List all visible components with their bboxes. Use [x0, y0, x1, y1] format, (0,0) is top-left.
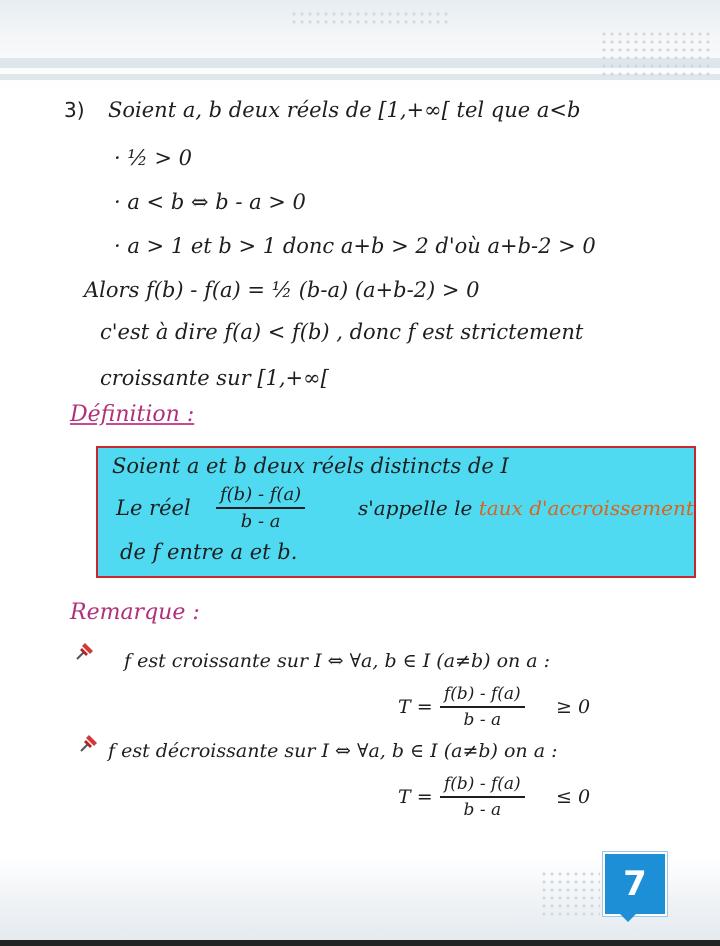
- bottom-edge: [0, 940, 720, 946]
- definition-line-2-suffix: [358, 496, 694, 520]
- pushpin-icon: [74, 640, 96, 662]
- bullet-2: · a < b ⇔ b - a > 0: [114, 190, 306, 214]
- remarque-item-2: f est décroissante sur I ⇔ ∀a, b ∈ I (a≠b) on a :: [108, 740, 558, 762]
- dot-pattern: [540, 870, 600, 920]
- bullet-1: · ½ > 0: [114, 146, 193, 170]
- pushpin-icon: [78, 732, 100, 754]
- formula-2-prefix: T =: [398, 786, 433, 808]
- part3-intro: Soient a, b deux réels de [1,+∞[ tel que a<b: [108, 98, 581, 122]
- definition-line-2-prefix: Le réel: [116, 496, 191, 520]
- definition-line-1: Soient a et b deux réels distincts de I: [112, 454, 509, 478]
- formula-2-suffix: ≤ 0: [556, 786, 591, 808]
- formula-1-denominator: b - a: [463, 710, 502, 730]
- formula-1-suffix: ≥ 0: [556, 696, 591, 718]
- formula-1-numerator: f(b) - f(a): [440, 684, 525, 708]
- formula-2-numerator: f(b) - f(a): [440, 774, 525, 798]
- definition-title: Définition :: [70, 402, 195, 427]
- formula-2-denominator: b - a: [463, 800, 502, 820]
- alors-line: Alors f(b) - f(a) = ½ (b-a) (a+b-2) > 0: [84, 278, 480, 302]
- definition-line-3: de f entre a et b.: [120, 540, 298, 564]
- part-number: 3): [64, 98, 85, 122]
- remarque-item-1: f est croissante sur I ⇔ ∀a, b ∈ I (a≠b) on a :: [124, 650, 551, 672]
- formula-2-fraction: [440, 774, 525, 820]
- definition-fraction: [216, 484, 305, 532]
- conclusion-line-1: c'est à dire f(a) < f(b) , donc f est strictement: [100, 320, 584, 344]
- bullet-3: · a > 1 et b > 1 donc a+b > 2 d'où a+b-2 > 0: [114, 234, 596, 258]
- definition-box: [96, 446, 696, 578]
- conclusion-line-2: croissante sur [1,+∞[: [100, 366, 329, 390]
- definition-suffix-text: s'appelle le: [358, 496, 473, 520]
- page-badge-tail: [618, 912, 638, 922]
- formula-1-fraction: [440, 684, 525, 730]
- remarque-title: Remarque :: [70, 600, 200, 625]
- formula-1-prefix: T =: [398, 696, 433, 718]
- taux-accroissement: taux d'accroissement: [478, 496, 694, 520]
- page-number-badge: 7: [603, 852, 667, 916]
- dot-pattern: [290, 10, 450, 24]
- dot-pattern: [600, 30, 710, 80]
- fraction-denominator: b - a: [240, 511, 281, 532]
- fraction-numerator: f(b) - f(a): [216, 484, 305, 509]
